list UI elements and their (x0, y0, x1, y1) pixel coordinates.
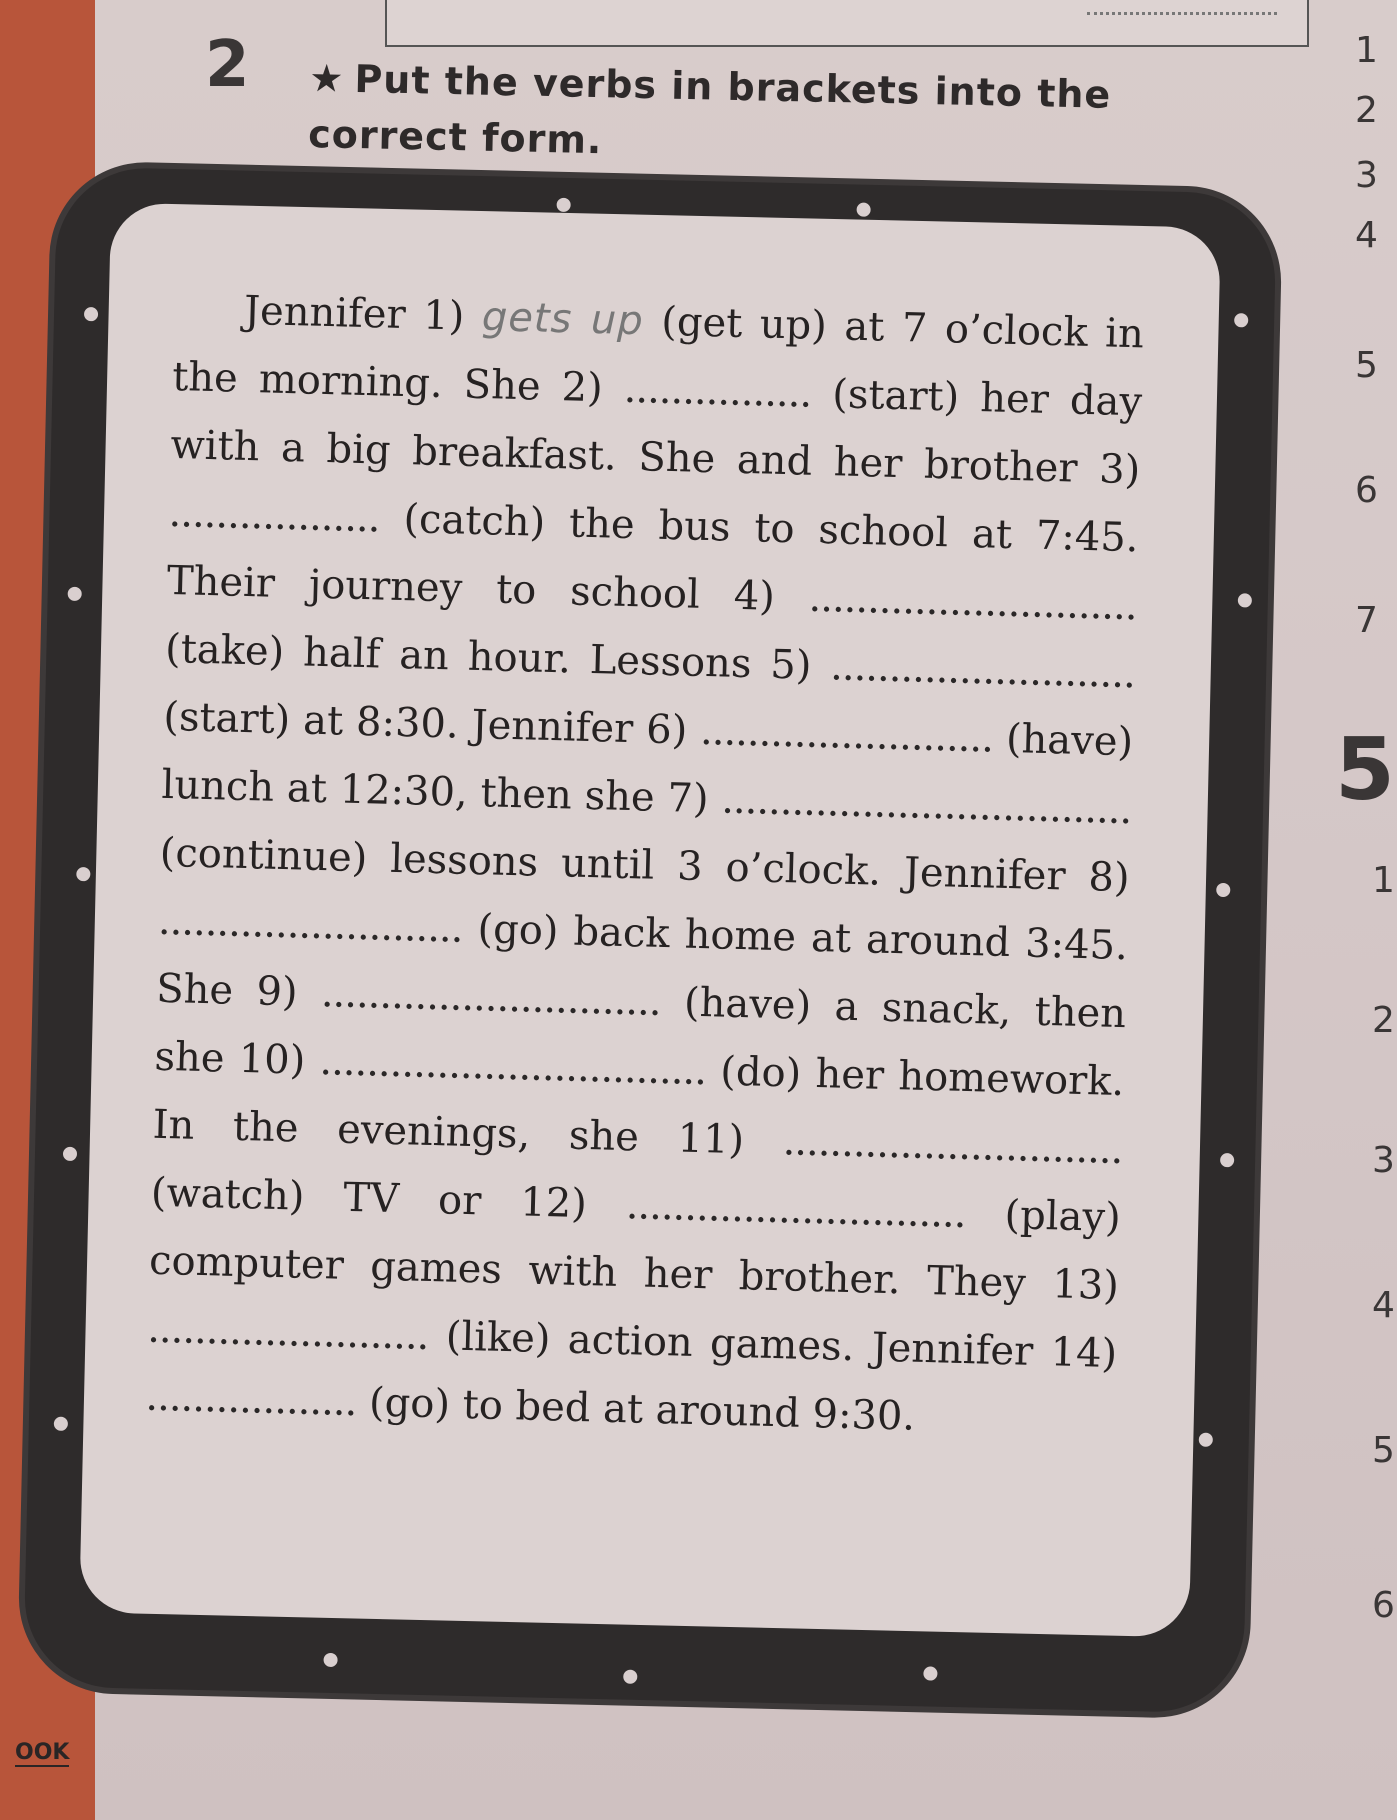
story-segment: (get up) at 7 o’clock in the morning. She 2) (171, 298, 1145, 412)
previous-exercise-box (385, 0, 1309, 47)
frame-speck (1234, 313, 1248, 327)
answer-blank: ............................. (782, 1118, 1124, 1174)
side-number: 7 (1355, 600, 1378, 641)
story-segment: (have) lunch at 12:30, then she 7) (161, 715, 1134, 823)
frame-speck (923, 1666, 937, 1680)
story-segment: (do) her homework. In the evenings, she 11) (152, 1048, 1125, 1165)
answer-blank: ............................. (625, 1182, 967, 1238)
side-number: 5 (1355, 345, 1378, 386)
side-number: 5 (1372, 1430, 1395, 1471)
side-number: 4 (1372, 1285, 1395, 1326)
frame-speck (68, 587, 82, 601)
answer-blank: ................ (623, 365, 812, 417)
side-number: 2 (1355, 90, 1378, 131)
filled-answer: gets up (481, 294, 645, 345)
frame-speck (84, 307, 98, 321)
frame-speck (623, 1670, 637, 1684)
story-segment: (like) action games. Jennifer 14) (427, 1313, 1118, 1378)
frame-speck (54, 1417, 68, 1431)
frame-speck (556, 198, 570, 212)
frame-speck (1220, 1153, 1234, 1167)
answer-blank: .......................... (829, 643, 1136, 698)
exercise-number: 2 (205, 28, 250, 102)
story-segment: (go) to bed at around 9:30. (355, 1379, 916, 1440)
side-number: 1 (1355, 30, 1378, 71)
answer-blank: ................................... (720, 776, 1132, 834)
star-icon: ★ (308, 55, 345, 101)
answer-blank: ............................ (808, 574, 1138, 630)
answer-blank: .......................... (157, 897, 464, 952)
frame-speck (1238, 593, 1252, 607)
story-segment: (play) computer games with her brother. They 13) (148, 1191, 1122, 1310)
answer-blank: ................................. (318, 1038, 707, 1095)
side-number: 3 (1372, 1140, 1395, 1181)
answer-blank: .................. (145, 1373, 358, 1426)
frame-speck (63, 1147, 77, 1161)
footer-word: OOK (15, 1740, 70, 1765)
side-number: 1 (1372, 860, 1395, 901)
story-segment: (watch) TV or 12) (150, 1169, 627, 1229)
story-segment: (start) at 8:30. Jennifer 6) (162, 693, 701, 754)
frame-speck (1216, 883, 1230, 897)
story-segment: (continue) lessons until 3 o’clock. Jennifer 8) (159, 829, 1131, 902)
answer-blank: ......................... (699, 707, 994, 762)
side-number: 2 (1372, 1000, 1395, 1041)
side-section-number: 5 (1335, 720, 1395, 820)
frame-speck (1199, 1433, 1213, 1447)
frame-speck (323, 1653, 337, 1667)
story-segment: (start) her day with a big breakfast. She and her brother 3) (169, 370, 1143, 494)
answer-blank: ............................. (320, 970, 662, 1025)
answer-blank: ........................ (146, 1305, 430, 1359)
side-number: 6 (1372, 1585, 1395, 1626)
story-paragraph (145, 275, 1145, 1456)
story-segment: (catch) the bus to school at 7:45. Their journey to school 4) (166, 495, 1140, 621)
story-segment: (take) half an hour. Lessons 5) (164, 625, 831, 690)
side-number: 6 (1355, 470, 1378, 511)
instruction-text: Put the verbs in brackets into the correct form. (307, 56, 1112, 163)
story-segment: (have) a snack, then she 10) (153, 978, 1127, 1085)
side-number: 3 (1355, 155, 1378, 196)
frame-speck (856, 203, 870, 217)
side-number: 4 (1355, 215, 1378, 256)
story-segment: (go) back home at around 3:45. She 9) (155, 905, 1129, 1017)
answer-blank: .................. (168, 489, 381, 542)
story-segment: Jennifer 1) (243, 287, 483, 341)
frame-speck (76, 867, 90, 881)
story-text (145, 275, 1145, 1456)
exercise-instruction (308, 50, 1180, 180)
